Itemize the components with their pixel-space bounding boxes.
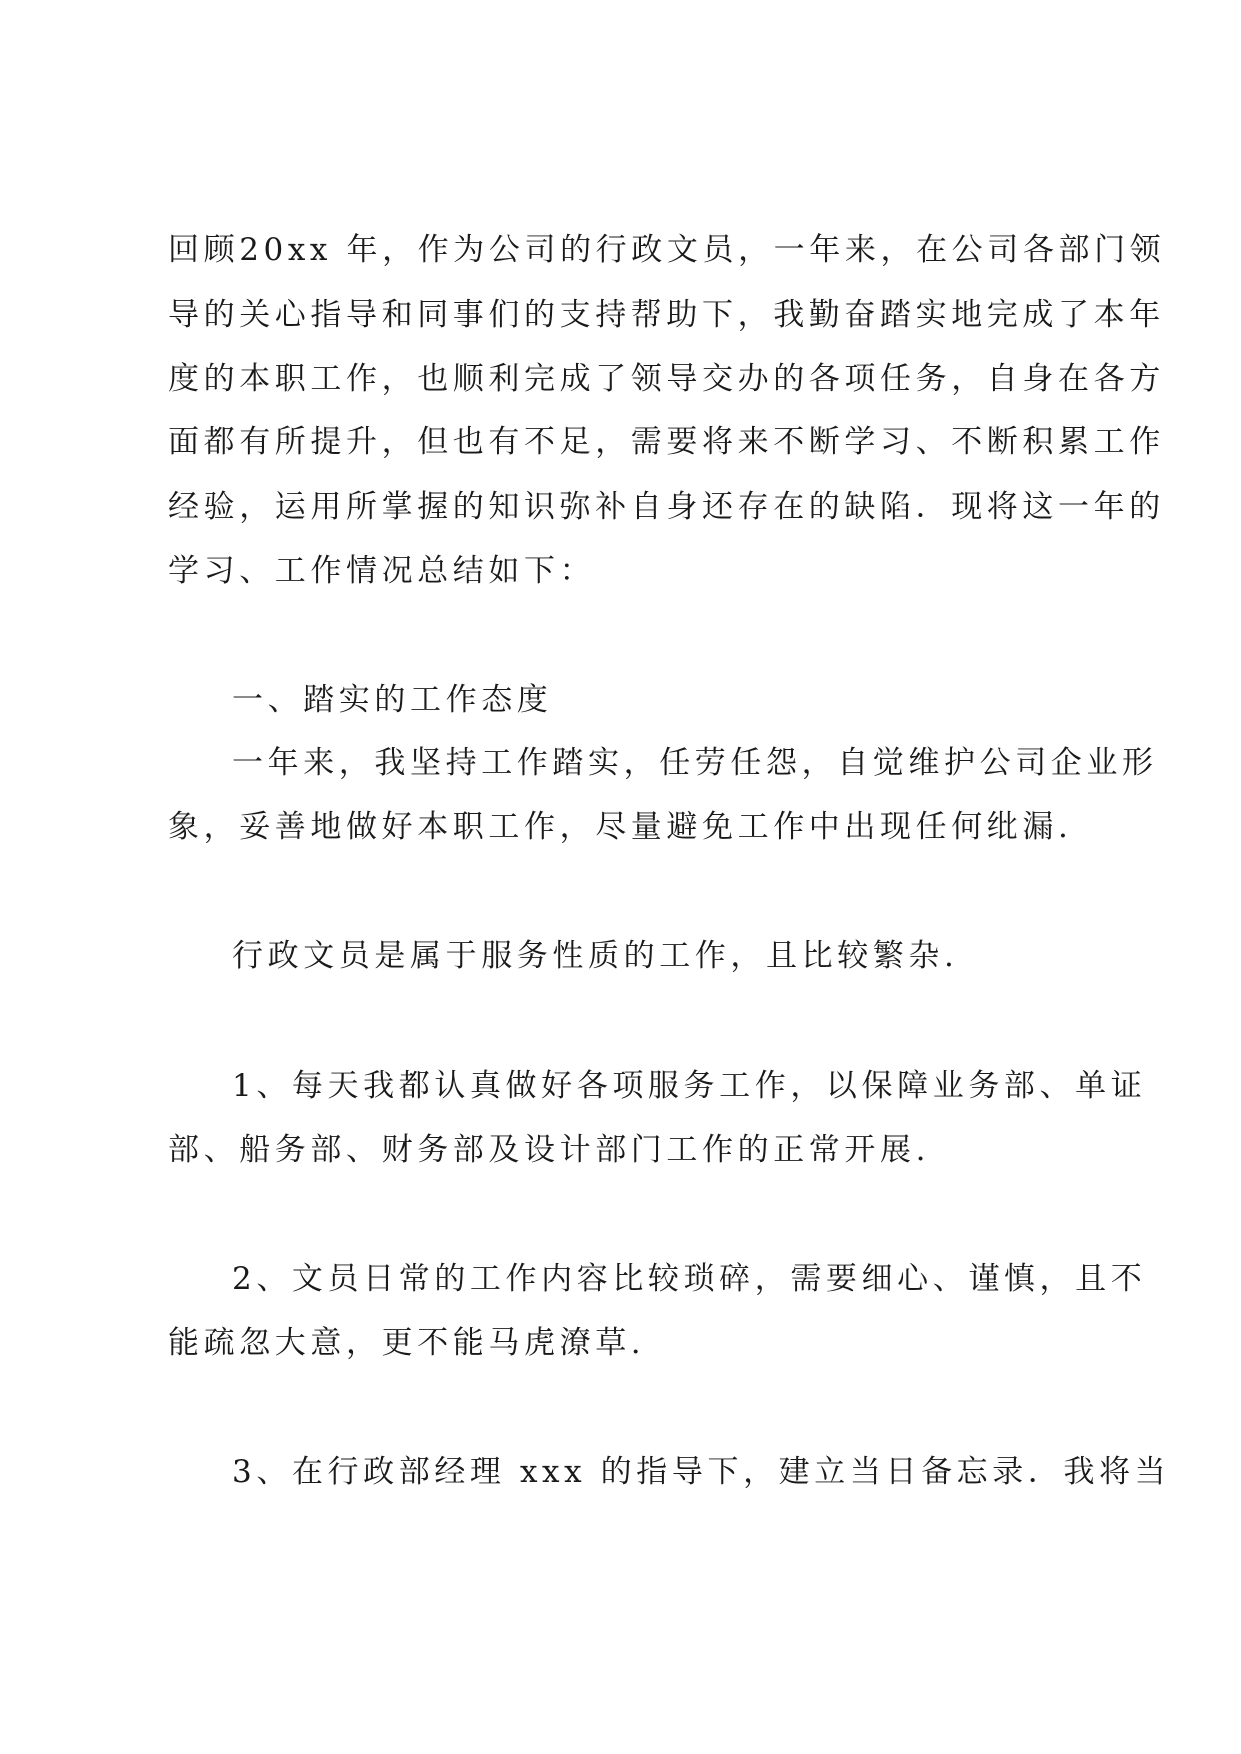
- item1-line-1: 1、每天我都认真做好各项服务工作，以保障业务部、单证: [232, 1068, 1147, 1104]
- item3-line-1: 3、在行政部经理 xxx 的指导下，建立当日备忘录．我将当: [232, 1454, 1171, 1490]
- intro-line-5: 经验，运用所掌握的知识弥补自身还存在的缺陷．现将这一年的: [168, 489, 1165, 525]
- intro-line-1: 回顾20xx 年，作为公司的行政文员，一年来，在公司各部门领: [168, 232, 1166, 268]
- service-paragraph: 行政文员是属于服务性质的工作，且比较繁杂.: [232, 938, 959, 974]
- section1-para-line-2: 象，妥善地做好本职工作，尽量避免工作中出现任何纰漏.: [168, 809, 1073, 845]
- item2-line-1: 2、文员日常的工作内容比较琐碎，需要细心、谨慎，且不: [232, 1261, 1147, 1297]
- item1-line-2: 部、船务部、财务部及设计部门工作的正常开展.: [168, 1132, 931, 1168]
- section1-para-line-1: 一年来，我坚持工作踏实，任劳任怨，自觉维护公司企业形: [232, 745, 1158, 781]
- intro-line-4: 面都有所提升，但也有不足，需要将来不断学习、不断积累工作: [168, 424, 1165, 460]
- section-heading: 一、踏实的工作态度: [232, 682, 553, 718]
- intro-line-3: 度的本职工作，也顺利完成了领导交办的各项任务，自身在各方: [168, 361, 1165, 397]
- intro-line-6: 学习、工作情况总结如下：: [168, 553, 596, 589]
- intro-line-2: 导的关心指导和同事们的支持帮助下，我勤奋踏实地完成了本年: [168, 297, 1165, 333]
- item2-line-2: 能疏忽大意，更不能马虎潦草.: [168, 1325, 646, 1361]
